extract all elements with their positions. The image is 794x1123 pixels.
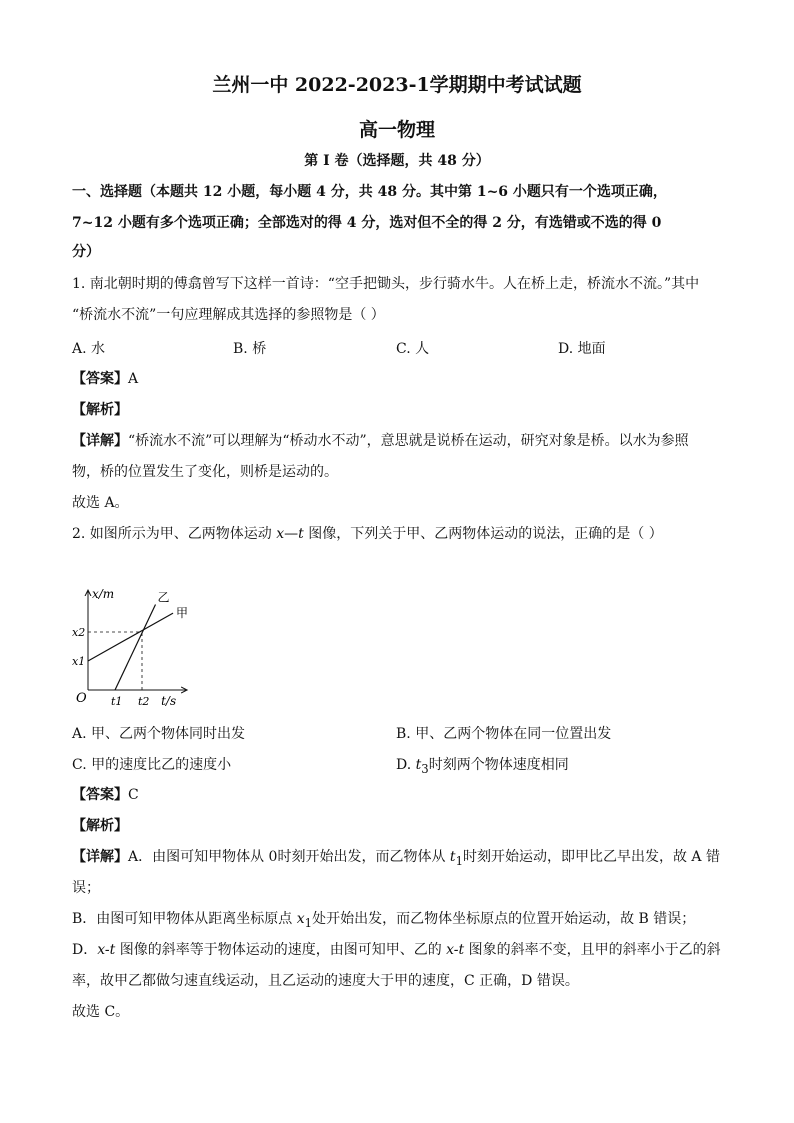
xt-chart <box>70 558 240 708</box>
answer-tag: 【答案】 <box>72 787 128 803</box>
detail-text: “桥流水不流”可以理解为“桥动水不动”，意思就是说桥在运动，研究对象是桥。以水为参照 <box>128 433 689 449</box>
y-axis-label: x/m <box>92 587 115 602</box>
q2-stem-t: t <box>298 526 304 542</box>
series-line-jia <box>88 613 173 661</box>
detail-b-text-1: B．由图可知甲物体从距离坐标原点 <box>72 911 297 927</box>
q1-detail-line-2: 物，桥的位置发生了变化，则桥是运动的。 <box>72 464 338 480</box>
volume-title: 第 I 卷（选择题，共 48 分） <box>304 153 490 169</box>
q1-option-a: A. 水 <box>72 341 106 357</box>
origin-label: O <box>76 691 87 706</box>
y-tick-label-x2: x2 <box>72 626 86 639</box>
q1-option-c: C. 人 <box>396 341 430 357</box>
detail-tag: 【详解】 <box>72 433 128 449</box>
answer-value: C <box>128 787 139 803</box>
answer-tag: 【答案】 <box>72 371 128 387</box>
q1-stem-line-2: “桥流水不流”一句应理解成其选择的参照物是（ ） <box>72 307 385 323</box>
q2-stem-start: 2. 如图所示为甲、乙两物体运动 <box>72 526 277 542</box>
x-axis-label: t/s <box>161 694 177 708</box>
detail-a-text-2: 时刻开始运动，即甲比乙早出发，故 A 错 <box>462 849 720 865</box>
subject-title: 高一物理 <box>358 119 435 141</box>
q2-stem <box>72 524 663 544</box>
x-tick-label-t2: t2 <box>138 695 150 708</box>
q1-option-b: B. 桥 <box>233 341 267 357</box>
detail-d-text-3: 图象的斜率不变，且甲的斜率小于乙的斜 <box>464 942 721 958</box>
detail-a-t: t <box>449 849 456 865</box>
q2-stem-end: 图像，下列关于甲、乙两物体运动的说法，正确的是（ ） <box>303 526 663 542</box>
answer-value: A <box>128 371 139 387</box>
detail-tag: 【详解】 <box>72 849 128 865</box>
section-line-2: 7~12 小题有多个选项正确；全部选对的得 4 分，选对但不全的得 2 分，有选错或不选的得 0 <box>72 215 662 231</box>
q2-option-d <box>396 754 569 776</box>
q1-detail-line-1 <box>72 431 689 451</box>
q2-detail-d-line-2: 率，故甲乙都做匀速直线运动，且乙运动的速度大于甲的速度，C 正确，D 错误。 <box>72 973 579 989</box>
q2-conclusion: 故选 C。 <box>72 1004 130 1020</box>
q2-option-d-t: t <box>415 757 422 773</box>
q1-option-d: D. 地面 <box>558 341 606 357</box>
detail-a-text-1: A．由图可知甲物体从 0时刻开始出发，而乙物体从 <box>128 849 450 865</box>
q2-detail-a-line-1 <box>72 847 720 871</box>
detail-b-sub: 1 <box>304 915 313 930</box>
q2-answer <box>72 785 139 805</box>
q2-detail-a-line-2: 误； <box>72 880 100 896</box>
q2-option-d-suffix: 时刻两个物体速度相同 <box>428 757 569 773</box>
detail-b-x: x <box>296 911 305 927</box>
q2-option-b: B. 甲、乙两个物体在同一位置出发 <box>396 726 612 742</box>
detail-d-xt-2: x-t <box>446 942 465 958</box>
q2-stem-dash: — <box>284 526 299 542</box>
q1-stem-line-1: 1. 南北朝时期的傅翕曾写下这样一首诗：“空手把锄头，步行骑水牛。人在桥上走，桥流水不流。”其中 <box>72 276 700 292</box>
q1-analysis-tag: 【解析】 <box>72 402 128 418</box>
series-line-yi <box>115 604 156 690</box>
series-label-yi: 乙 <box>157 590 170 605</box>
q1-answer <box>72 369 138 389</box>
q2-option-d-sub: 3 <box>421 761 429 776</box>
q2-detail-d-line-1 <box>72 940 721 960</box>
detail-a-sub: 1 <box>455 853 463 868</box>
q2-option-d-prefix: D. <box>396 757 416 773</box>
detail-d-text-1: D． <box>72 942 98 958</box>
q2-stem-x: x <box>276 526 285 542</box>
q2-analysis-tag: 【解析】 <box>72 818 128 834</box>
q2-option-c: C. 甲的速度比乙的速度小 <box>72 757 232 773</box>
series-label-jia: 甲 <box>176 606 189 621</box>
section-line-1: 一、选择题（本题共 12 小题，每小题 4 分，共 48 分。其中第 1~6 小题只有一个选项正确， <box>72 184 667 200</box>
q2-option-a: A. 甲、乙两个物体同时出发 <box>72 726 246 742</box>
detail-d-text-2: 图像的斜率等于物体运动的速度，由图可知甲、乙的 <box>115 942 447 958</box>
q1-conclusion: 故选 A。 <box>72 495 129 511</box>
detail-d-xt-1: x-t <box>97 942 116 958</box>
y-tick-label-x1: x1 <box>72 655 86 668</box>
exam-title: 兰州一中 2022-2023-1学期期中考试试题 <box>212 74 582 96</box>
section-line-3: 分） <box>72 244 100 260</box>
detail-b-text-2: 处开始出发，而乙物体坐标原点的位置开始运动，故 B 错误； <box>312 911 696 927</box>
q2-detail-b <box>72 909 695 933</box>
x-tick-label-t1: t1 <box>111 695 123 708</box>
